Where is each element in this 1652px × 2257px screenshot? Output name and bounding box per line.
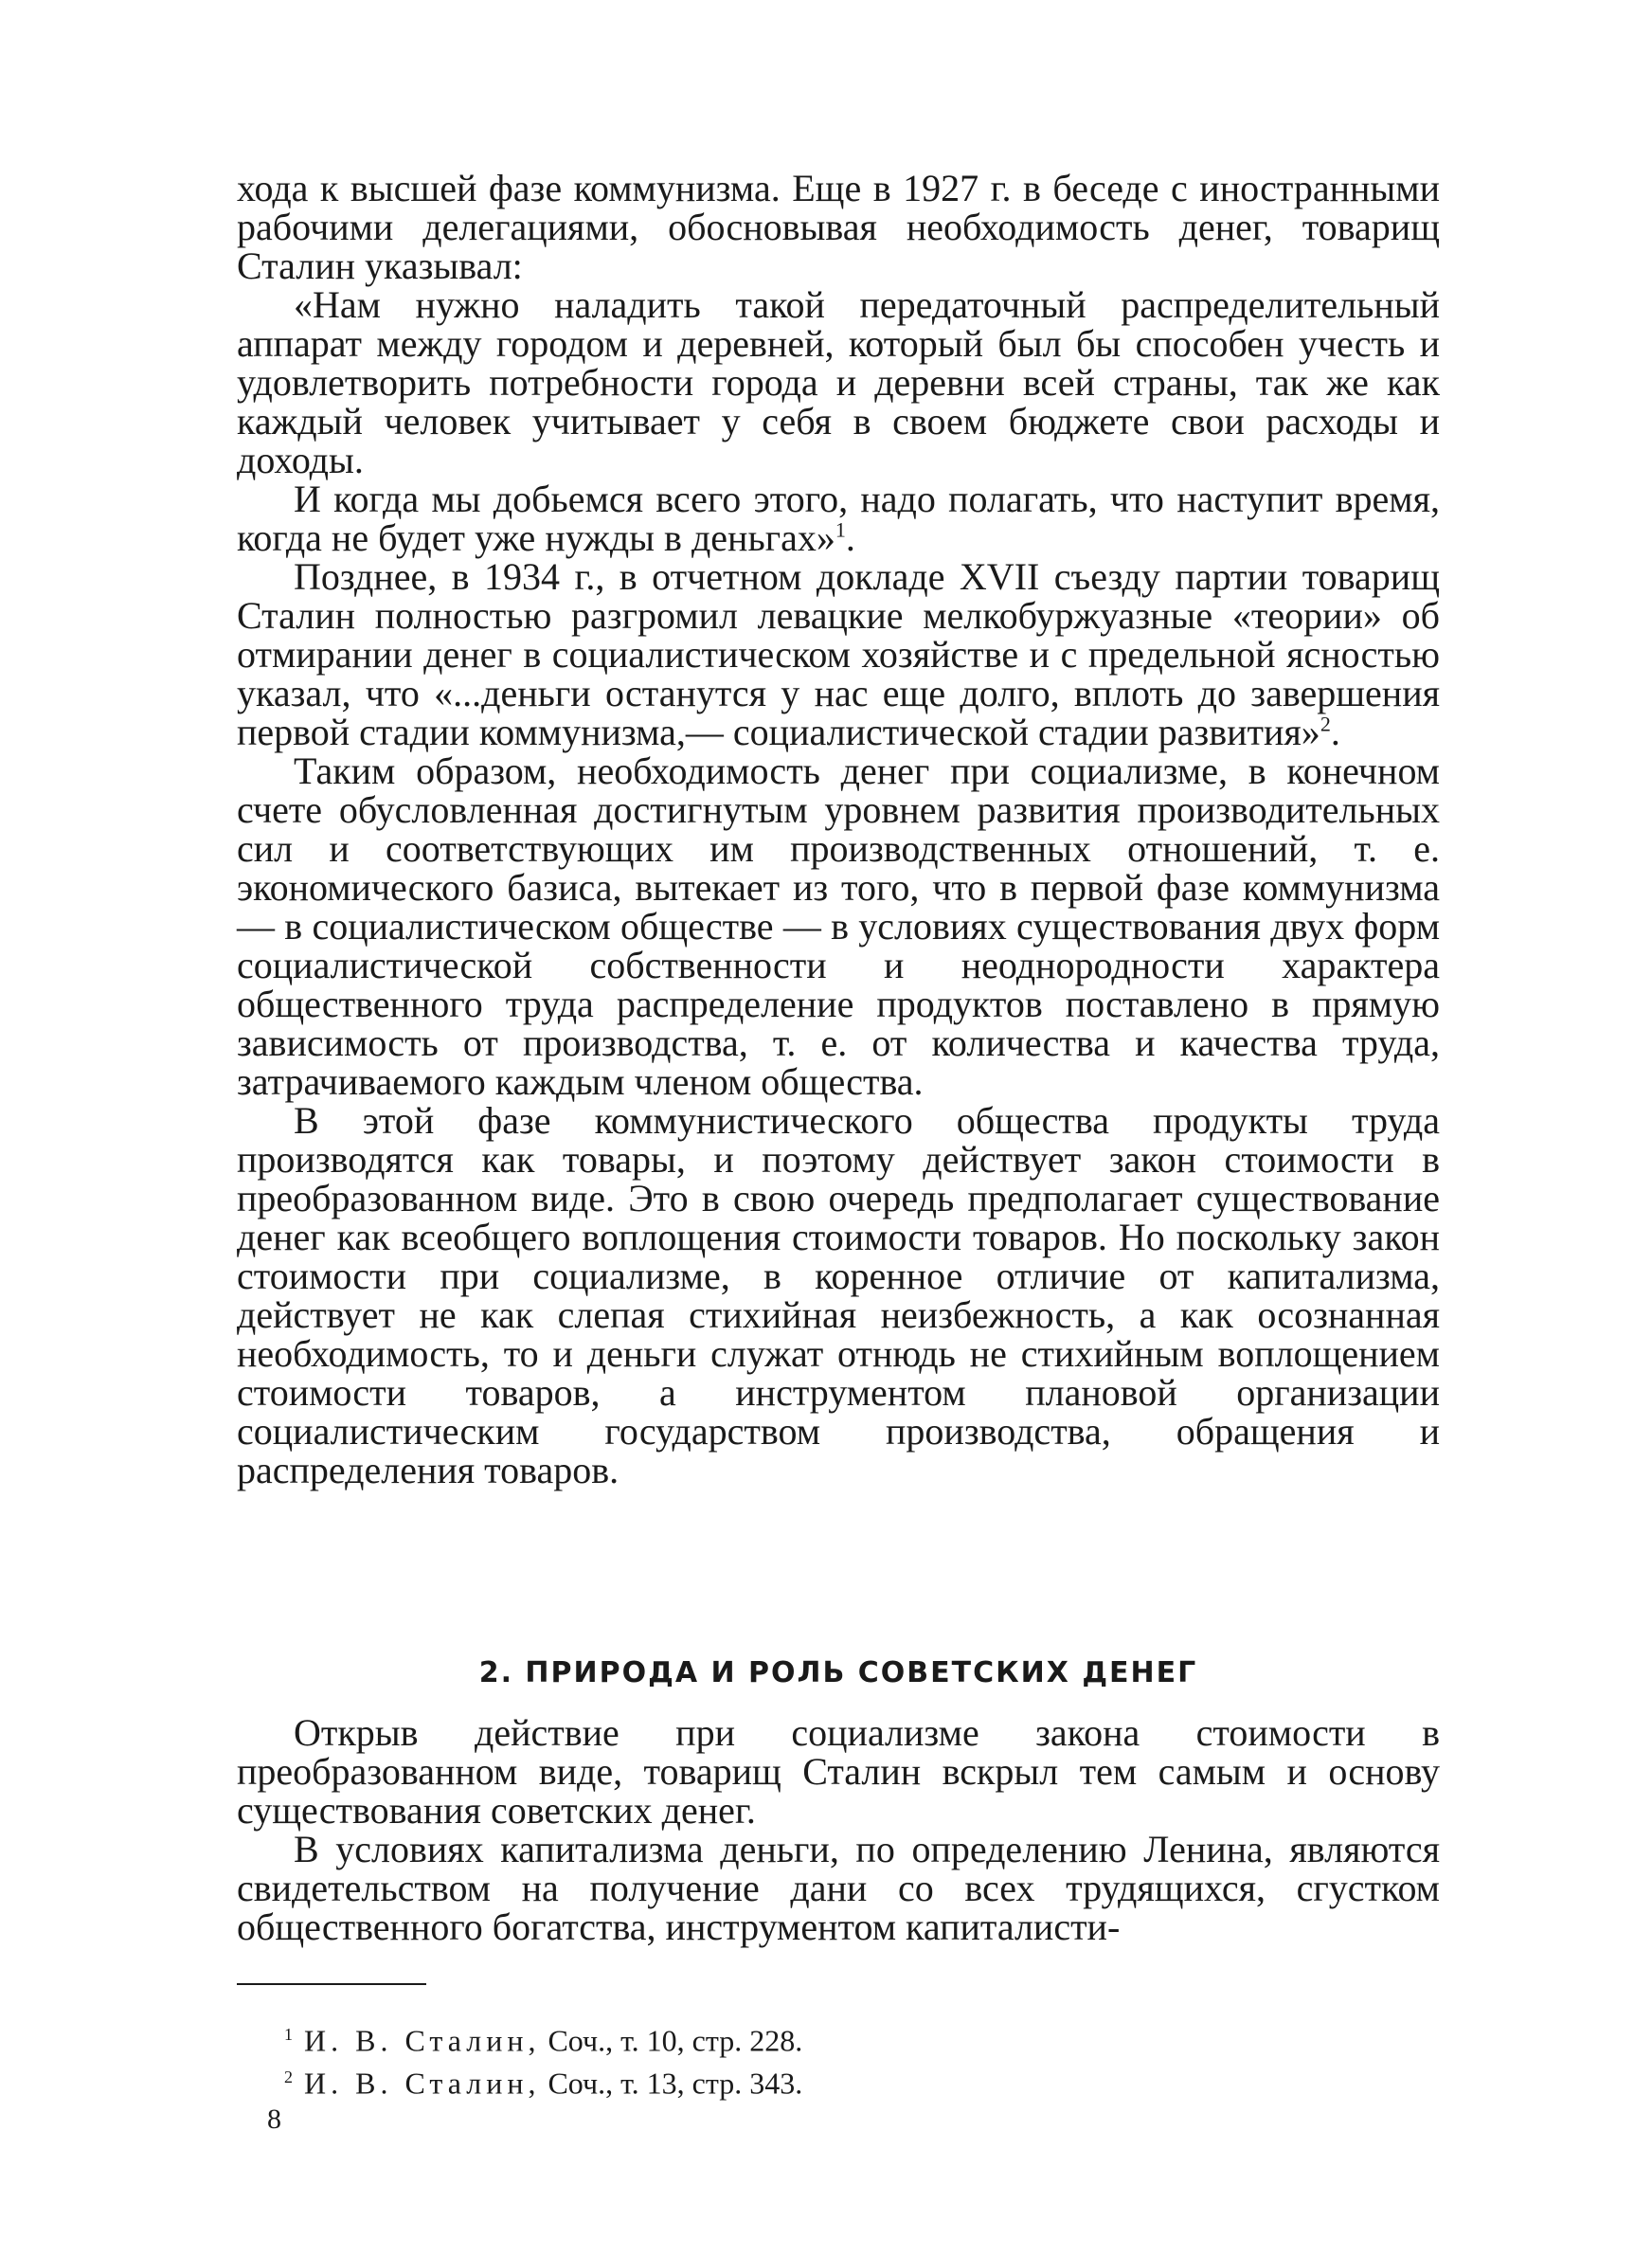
footnote-author: И. В. Сталин, [304,2023,541,2058]
section-paragraph-2: В условиях капитализма деньги, по определению Ленина, являются свидетельством на получение дани со всех трудящихся, сгустком общественного богатства, инструментом капиталисти- [237,1828,1440,1948]
footnote-2 [284,2059,1231,2102]
page-number: 8 [267,2104,281,2135]
section-heading: 2. ПРИРОДА И РОЛЬ СОВЕТСКИХ ДЕНЕГ [478,1656,1198,1689]
footnotes [284,2016,1231,2101]
quote-paragraph-1: «Нам нужно наладить такой передаточный распределительный аппарат между городом и деревней, который был бы способен учесть и удовлетворить потребности города и деревни всей страны, так же как каждый человек учитывает у себя в своем бюджете свои расходы и доходы. [237,283,1440,481]
footnote-ref-1: 1 [835,517,846,542]
quote-paragraph-2: И когда мы добьемся всего этого, надо полагать, что наступит время, когда не будет уже нужды в деньгах»$^1$. [237,478,1440,559]
paragraph-4-text: Позднее, в 1934 г., в отчетном докладе XVII съезду партии товарищ Сталин полностью разгромил левацкие мелкобуржуазные «теории» об отмирании денег в социалистическом хозяйстве и с предельной ясностью указал, что «...деньги останутся у нас еще долго, вплоть до завершения первой стадии коммунизма,— социалистической стадии развития» [237,555,1440,753]
footnote-ref-2: 2 [1320,712,1331,736]
paragraph-5: Таким образом, необходимость денег при социализме, в конечном счете обусловленная достигнутым уровнем развития производительных сил и соответствующих им производственных отношений, т. е. экономического базиса, вытекает из того, что в первой фазе коммунизма — в социалистическом обществе — в условиях существования двух форм социалистической собственности и неоднородности характера общественного труда распределение продуктов поставлено в прямую зависимость от производства, т. е. от количества и качества труда, затрачиваемого каждым членом общества. [237,749,1440,1103]
footnote-source: Соч., т. 10, стр. 228. [548,2023,803,2058]
paragraph-6: В этой фазе коммунистического общества продукты труда производятся как товары, и поэтому действует закон стоимости в преобразованном виде. Это в свою очередь предполагает существование денег как всеобщего воплощения стоимости товаров. Но поскольку закон стоимости при социализме, в коренное отличие от капитализма, действует не как слепая стихийная неизбежность, а как осознанная необходимость, то и деньги служат отнюдь не стихийным воплощением стоимости товаров, а инструментом плановой организации социалистическим государством производства, обращения и распределения товаров. [237,1099,1440,1491]
footnote-divider [237,1983,426,1985]
footnote-1 [284,2016,1231,2059]
paragraph-1: хода к высшей фазе коммунизма. Еще в 1927 г. в беседе с иностранными рабочими делегациями, обосновывая необходимость денег, товарищ Сталин указывал: [237,167,1440,287]
main-text [237,169,1440,1490]
section-paragraph-1: Открыв действие при социализме закона стоимости в преобразованном виде, товарищ Сталин вскрыл тем самым и основу существования советских денег. [237,1711,1440,1832]
quote-text: И когда мы добьемся всего этого, надо полагать, что наступит время, когда не будет уже нужды в деньгах» [237,478,1440,559]
footnote-author: И. В. Сталин, [304,2066,541,2101]
section-text [237,1713,1440,1946]
footnote-mark: 2 [284,2067,293,2086]
footnote-source: Соч., т. 13, стр. 343. [548,2066,803,2101]
footnote-mark: 1 [284,2025,293,2044]
paragraph-4: Позднее, в 1934 г., в отчетном докладе XVII съезду партии товарищ Сталин полностью разгромил левацкие мелкобуржуазные «теории» об отмирании денег в социалистическом хозяйстве и с предельной ясностью указал, что «...деньги останутся у нас еще долго, вплоть до завершения первой стадии коммунизма,— социалистической стадии развития»$^2$. [237,555,1440,753]
